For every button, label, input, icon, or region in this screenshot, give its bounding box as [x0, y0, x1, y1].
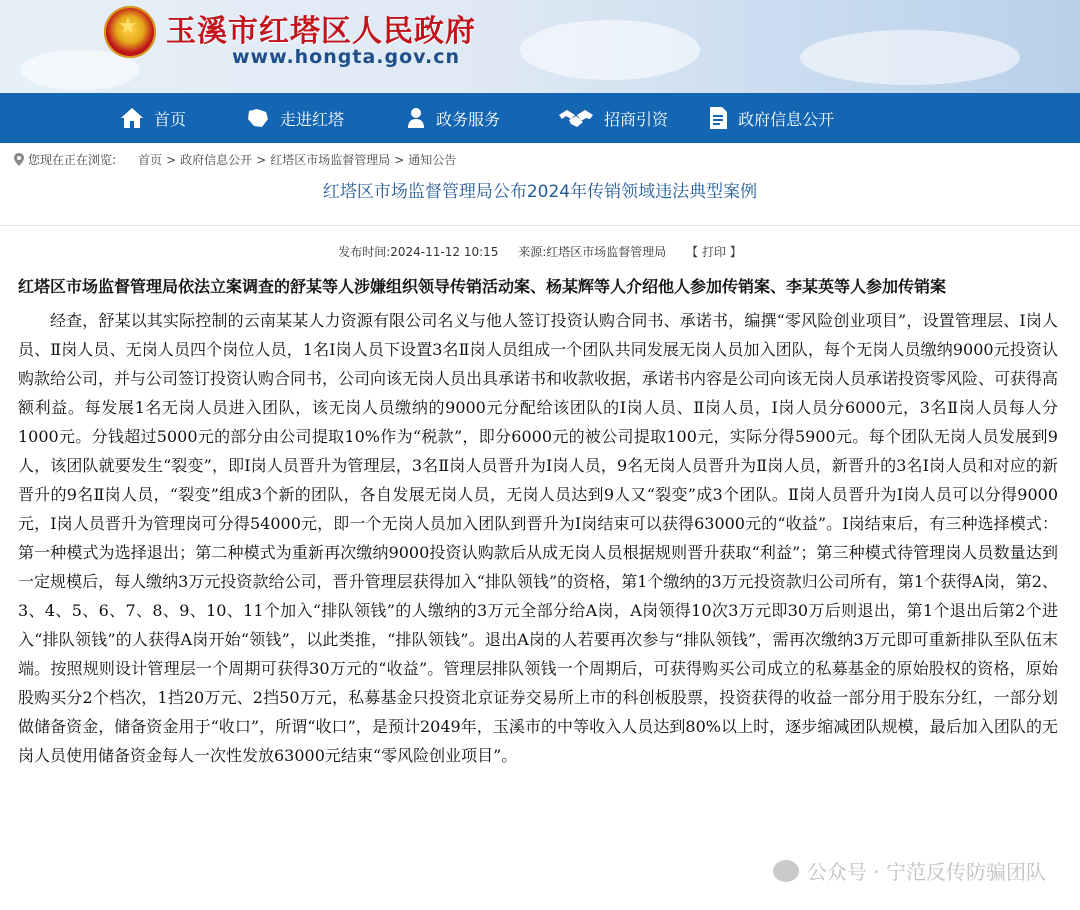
source-label: 来源: — [518, 245, 547, 259]
nav-item-home[interactable] — [120, 107, 186, 130]
handshake-icon — [558, 107, 594, 129]
banner-cloud — [520, 20, 700, 80]
nav-item-about[interactable] — [246, 107, 344, 130]
publish-time: 2024-11-12 10:15 — [390, 245, 499, 259]
breadcrumb-home[interactable]: 首页 — [138, 153, 163, 167]
nav-label-public-info: 政府信息公开 — [738, 109, 835, 129]
nav-label-services: 政务服务 — [436, 109, 501, 129]
nav-label-investment: 招商引资 — [604, 109, 669, 129]
map-icon — [246, 107, 270, 129]
article-title: 红塔区市场监督管理局公布2024年传销领域违法典型案例 — [322, 182, 758, 202]
breadcrumb-bar — [0, 143, 1080, 175]
breadcrumb-bureau[interactable]: 红塔区市场监督管理局 — [270, 153, 391, 167]
breadcrumb-separator: > — [394, 152, 405, 167]
main-nav — [0, 93, 1080, 143]
watermark — [773, 856, 1046, 885]
nav-label-home: 首页 — [154, 109, 187, 129]
article-headline: 红塔区市场监督管理局依法立案调查的舒某等人涉嫌组织领导传销活动案、杨某辉等人介绍他人参加传销案、李某英等人参加传销案 — [18, 277, 947, 296]
person-icon — [406, 107, 426, 129]
wechat-icon — [773, 860, 799, 882]
star-icon: ★ — [118, 14, 138, 39]
source-value: 红塔区市场监督管理局 — [546, 245, 667, 259]
article-body: 经查，舒某以其实际控制的云南某某人力资源有限公司名义与他人签订投资认购合同书、承诺书，编撰“零风险创业项目”，设置管理层、Ⅰ岗人员、Ⅱ岗人员、无岗人员四个岗位人员，1名Ⅰ岗人员下设置3名Ⅱ岗人员组成一个团队共同发展无岗人员加入团队，每个无岗人员缴纳9000元投资认购款给公司，并与公司签订投资认购合同书，公司向该无岗人员出具承诺书和收款收据，承诺书内容是公司向该无岗人员承诺投资零风险、可获得高额利益。每发展1名无岗人员进入团队，该无岗人员缴纳的9000元分配给该团队的Ⅰ岗人员、Ⅱ岗人员，Ⅰ岗人员分6000元，3名Ⅱ岗人员每人分1000元。分钱超过5000元的部分由公司提取10%作为“税款”，即分6000元的被公司提取100元，实际分得5900元。每个团队无岗人员发展到9人，该团队就要发生“裂变”，即Ⅰ岗人员晋升为管理层，3名Ⅱ岗人员晋升为Ⅰ岗人员，9名无岗人员晋升为Ⅱ岗人员，新晋升的3名Ⅰ岗人员和对应的新晋升的9名Ⅱ岗人员，“裂变”组成3个新的团队，各自发展无岗人员，无岗人员达到9人又“裂变”成3个团队。Ⅱ岗人员晋升为Ⅰ岗人员可以分得9000元，Ⅰ岗人员晋升为管理岗可分得54000元，即一个无岗人员加入团队到晋升为Ⅰ岗结束可以获得63000元的“收益”。Ⅰ岗结束后，有三种选择模式：第一种模式为选择退出；第二种模式为重新再次缴纳9000投资认购款后从成无岗人员根据规则晋升获取“利益”；第三种模式待管理岗人员数量达到一定规模后，每人缴纳3万元投资款给公司，晋升管理层获得加入“排队领钱”的资格，第1个缴纳的3万元投资款归公司所有，第1个获得A岗，第2、3、4、5、6、7、8、9、10、11个加入“排队领钱”的人缴纳的3万元全部分给A岗，A岗领得10次3万元即30万后则退出，第1个退出后第2个进入“排队领钱”的人获得A岗开始“领钱”，以此类推，“排队领钱”。退出A岗的人若要再次参与“排队领钱”，需再次缴纳3万元即可重新排队至队伍末端。按照规则设计管理层一个周期可获得30万元的“收益”。管理层排队领钱一个周期后，可获得购买公司成立的私募基金的原始股权的资格，原始股购买分2个档次，1挡20万元、2挡50万元，私募基金只投资北京证券交易所上市的科创板股票，投资获得的收益一部分用于股东分红，一部分划做储备资金，储备资金用于“收口”，所谓“收口”，是预计2049年，玉溪市的中等收入人员达到80%以上时，逐步缩减团队规模，最后加入团队的无岗人员使用储备资金每人一次性发放63000元结束“零风险创业项目”。 — [18, 311, 1059, 765]
breadcrumb-prefix: 您现在正在浏览: — [28, 153, 117, 167]
site-url[interactable]: www.hongta.gov.cn — [232, 46, 460, 68]
location-pin-icon — [14, 153, 24, 166]
national-emblem-icon — [104, 6, 156, 58]
print-link[interactable]: 【 打印 】 — [686, 245, 742, 259]
breadcrumb-notices[interactable]: 通知公告 — [408, 153, 457, 167]
breadcrumb-separator: > — [166, 152, 177, 167]
publish-time-group — [338, 245, 498, 259]
publish-label: 发布时间: — [338, 245, 391, 259]
watermark-text: 公众号 · 宁范反传防骗团队 — [806, 860, 1046, 884]
home-icon — [120, 107, 144, 129]
breadcrumb-separator: > — [256, 152, 267, 167]
nav-item-services[interactable] — [406, 107, 500, 130]
banner-cloud — [800, 30, 1020, 85]
document-icon — [708, 106, 728, 130]
nav-item-public-info[interactable] — [708, 106, 834, 130]
article-meta — [0, 243, 1080, 261]
source-group — [518, 245, 666, 259]
nav-item-investment[interactable] — [558, 107, 668, 130]
site-title[interactable]: 玉溪市红塔区人民政府 — [166, 14, 476, 49]
title-divider — [0, 225, 1080, 226]
breadcrumb-public-info[interactable]: 政府信息公开 — [180, 153, 253, 167]
breadcrumb — [14, 151, 456, 168]
site-banner — [0, 0, 1080, 93]
nav-label-about: 走进红塔 — [280, 109, 345, 129]
